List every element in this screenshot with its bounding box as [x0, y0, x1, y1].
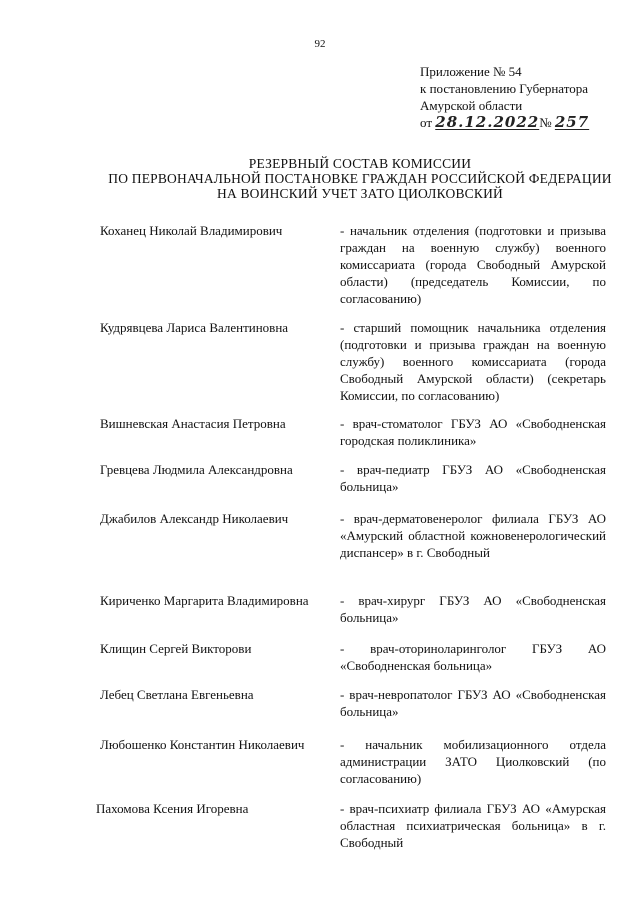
member-role: - врач-педиатр ГБУЗ АО «Свободненская больница» [340, 462, 606, 494]
page-number: 92 [314, 38, 326, 50]
title-line-3: НА ВОИНСКИЙ УЧЕТ ЗАТО ЦИОЛКОВСКИЙ [217, 186, 503, 201]
appendix-region-line: Амурской области [420, 98, 523, 113]
member-name: Пахомова Ксения Игоревна [96, 801, 249, 816]
member-name: Вишневская Анастасия Петровна [100, 416, 286, 431]
member-name: Клищин Сергей Викторови [100, 641, 252, 656]
member-role: - врач-оториноларинголог ГБУЗ АО «Свободненская больница» [340, 641, 606, 673]
appendix-block [420, 63, 635, 131]
member-name: Гревцева Людмила Александровна [100, 462, 293, 477]
member-role: - начальник мобилизационного отдела администрации ЗАТО Циолковский (по согласованию) [340, 737, 606, 786]
title-line-2: ПО ПЕРВОНАЧАЛЬНОЙ ПОСТАНОВКЕ ГРАЖДАН РОССИЙСКОЙ ФЕДЕРАЦИИ [108, 171, 612, 186]
appendix-decree-line: к постановлению Губернатора [420, 81, 589, 96]
member-name: Джабилов Александр Николаевич [100, 511, 289, 526]
member-role: - старший помощник начальника отделения (подготовки и призыва граждан на военную службу) военного комиссариата (города Свободный Амурской области) (секретарь Комиссии, по согласованию) [340, 320, 606, 403]
member-name: Кириченко Маргарита Владимировна [100, 593, 309, 608]
member-name: Коханец Николай Владимирович [100, 223, 283, 238]
handwritten-number: 257 [554, 113, 590, 131]
member-role: - врач-хирург ГБУЗ АО «Свободненская больница» [340, 593, 606, 625]
number-sign: № [539, 115, 552, 130]
member-role: - врач-психиатр филиала ГБУЗ АО «Амурская областная психиатрическая больница» в г. Свободный [340, 801, 606, 850]
member-role: - врач-стоматолог ГБУЗ АО «Свободненская городская поликлиника» [340, 416, 606, 448]
title-line-1: РЕЗЕРВНЫЙ СОСТАВ КОМИССИИ [248, 156, 472, 171]
handwritten-date: 28.12.2022 [435, 113, 540, 131]
document-title [60, 156, 640, 201]
member-name: Кудрявцева Лариса Валентиновна [100, 320, 289, 335]
member-role: - врач-невропатолог ГБУЗ АО «Свободненская больница» [340, 687, 606, 719]
member-role: - начальник отделения (подготовки и призыва граждан на военную службу) военного комиссариата (города Свободный Амурской области) (председатель Комиссии, по согласованию) [340, 223, 606, 306]
appendix-date-line [420, 114, 635, 131]
member-name: Любошенко Константин Николаевич [100, 737, 305, 752]
appendix-title: Приложение № 54 [420, 64, 522, 79]
date-prefix: от [420, 115, 433, 130]
member-name: Лебец Светлана Евгеньевна [100, 687, 254, 702]
member-role: - врач-дерматовенеролог филиала ГБУЗ АО «Амурский областной кожновенерологический диспансер» в г. Свободный [340, 511, 606, 560]
